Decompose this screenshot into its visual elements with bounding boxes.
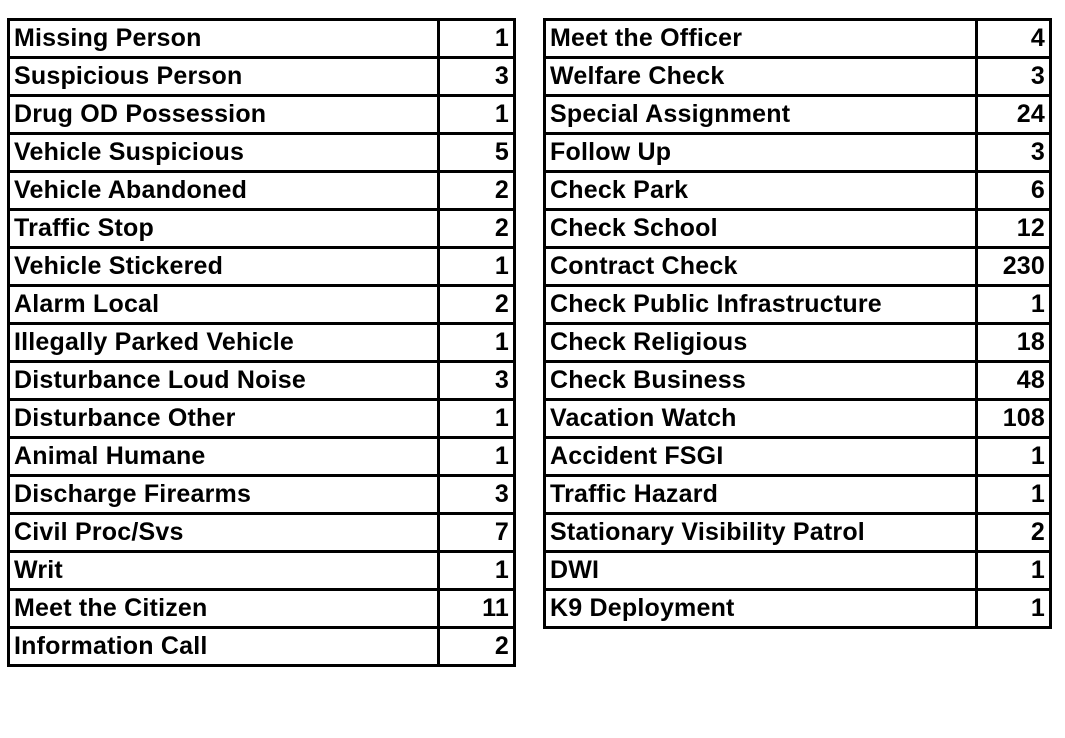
right-table-body	[545, 20, 1051, 628]
call-type-label: Vehicle Abandoned	[9, 172, 439, 210]
table-row	[545, 400, 1051, 438]
table-row	[9, 324, 515, 362]
table-row	[545, 438, 1051, 476]
call-count: 3	[439, 362, 515, 400]
call-type-label: Civil Proc/Svs	[9, 514, 439, 552]
table-row	[9, 20, 515, 58]
table-row	[9, 552, 515, 590]
table-row	[545, 552, 1051, 590]
table-row	[545, 286, 1051, 324]
call-type-label: Check School	[545, 210, 977, 248]
call-count: 1	[977, 590, 1051, 628]
call-count: 24	[977, 96, 1051, 134]
call-count: 1	[977, 286, 1051, 324]
table-row	[9, 96, 515, 134]
call-count: 3	[439, 58, 515, 96]
call-count: 1	[439, 20, 515, 58]
call-count: 12	[977, 210, 1051, 248]
call-type-label: Illegally Parked Vehicle	[9, 324, 439, 362]
call-type-label: Traffic Hazard	[545, 476, 977, 514]
call-count: 1	[439, 248, 515, 286]
call-count: 6	[977, 172, 1051, 210]
table-row	[545, 58, 1051, 96]
table-row	[545, 248, 1051, 286]
call-count: 4	[977, 20, 1051, 58]
call-type-label: Information Call	[9, 628, 439, 666]
call-count: 1	[977, 476, 1051, 514]
call-type-label: Stationary Visibility Patrol	[545, 514, 977, 552]
call-type-label: Follow Up	[545, 134, 977, 172]
table-row	[545, 476, 1051, 514]
call-count: 2	[439, 172, 515, 210]
call-count: 1	[439, 96, 515, 134]
call-count: 48	[977, 362, 1051, 400]
table-row	[545, 324, 1051, 362]
table-row	[9, 134, 515, 172]
call-type-label: Welfare Check	[545, 58, 977, 96]
call-count: 1	[977, 438, 1051, 476]
call-count: 1	[439, 324, 515, 362]
call-type-label: Drug OD Possession	[9, 96, 439, 134]
call-type-label: Special Assignment	[545, 96, 977, 134]
call-type-label: Meet the Officer	[545, 20, 977, 58]
table-row	[545, 590, 1051, 628]
call-type-label: Vehicle Stickered	[9, 248, 439, 286]
call-type-label: Check Public Infrastructure	[545, 286, 977, 324]
left-call-type-table	[7, 18, 516, 667]
call-count: 18	[977, 324, 1051, 362]
table-row	[545, 514, 1051, 552]
left-table-body	[9, 20, 515, 666]
call-count: 1	[439, 400, 515, 438]
call-type-label: Disturbance Other	[9, 400, 439, 438]
call-type-label: Accident FSGI	[545, 438, 977, 476]
call-type-label: Contract Check	[545, 248, 977, 286]
call-count: 1	[439, 438, 515, 476]
call-type-label: Check Business	[545, 362, 977, 400]
call-type-label: DWI	[545, 552, 977, 590]
call-type-label: Check Park	[545, 172, 977, 210]
table-row	[545, 96, 1051, 134]
call-type-label: Check Religious	[545, 324, 977, 362]
table-row	[9, 590, 515, 628]
call-count: 1	[439, 552, 515, 590]
table-row	[545, 20, 1051, 58]
table-row	[9, 628, 515, 666]
table-row	[9, 172, 515, 210]
call-count: 2	[439, 286, 515, 324]
call-type-label: K9 Deployment	[545, 590, 977, 628]
call-count: 230	[977, 248, 1051, 286]
table-row	[545, 172, 1051, 210]
call-type-label: Vehicle Suspicious	[9, 134, 439, 172]
call-count: 5	[439, 134, 515, 172]
right-call-type-table	[543, 18, 1052, 629]
table-row	[9, 476, 515, 514]
table-row	[545, 362, 1051, 400]
table-row	[545, 134, 1051, 172]
call-type-label: Animal Humane	[9, 438, 439, 476]
call-count: 3	[977, 134, 1051, 172]
call-type-label: Discharge Firearms	[9, 476, 439, 514]
call-type-label: Vacation Watch	[545, 400, 977, 438]
call-type-label: Writ	[9, 552, 439, 590]
call-count: 108	[977, 400, 1051, 438]
call-count: 3	[439, 476, 515, 514]
call-type-label: Disturbance Loud Noise	[9, 362, 439, 400]
call-type-label: Traffic Stop	[9, 210, 439, 248]
table-row	[545, 210, 1051, 248]
call-count: 1	[977, 552, 1051, 590]
call-type-label: Meet the Citizen	[9, 590, 439, 628]
call-type-label: Suspicious Person	[9, 58, 439, 96]
call-type-label: Missing Person	[9, 20, 439, 58]
call-count: 3	[977, 58, 1051, 96]
table-row	[9, 210, 515, 248]
table-row	[9, 286, 515, 324]
table-row	[9, 362, 515, 400]
call-count: 2	[439, 628, 515, 666]
table-row	[9, 58, 515, 96]
call-count: 11	[439, 590, 515, 628]
call-type-label: Alarm Local	[9, 286, 439, 324]
table-row	[9, 400, 515, 438]
call-count: 2	[977, 514, 1051, 552]
call-count: 7	[439, 514, 515, 552]
table-row	[9, 248, 515, 286]
table-row	[9, 438, 515, 476]
call-count: 2	[439, 210, 515, 248]
table-row	[9, 514, 515, 552]
